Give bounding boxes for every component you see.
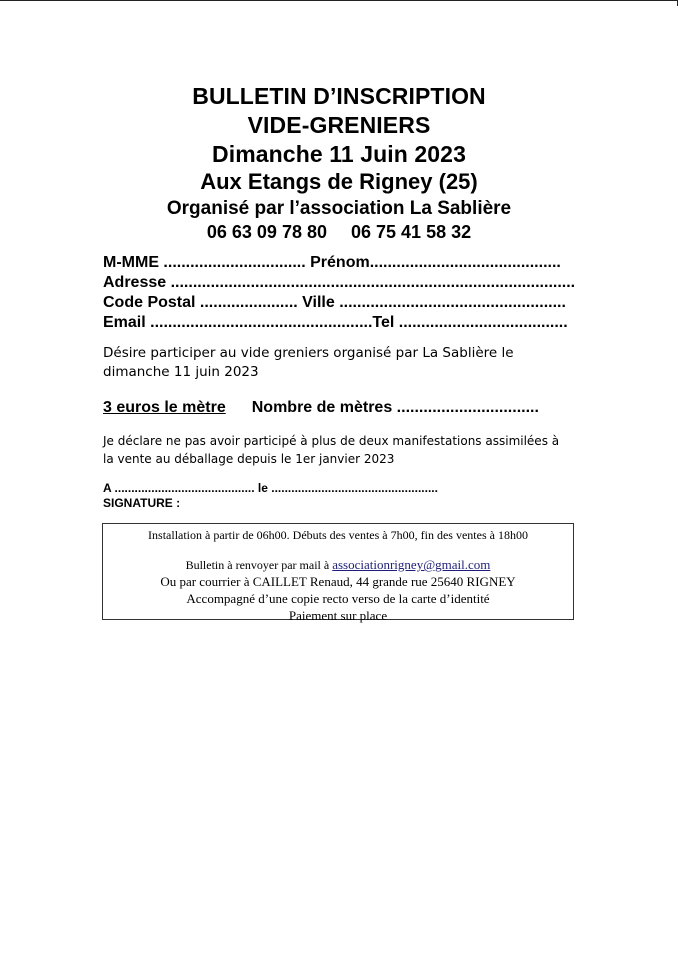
participation-statement: Désire participer au vide greniers organisé par La Sablière le dimanche 11 juin 2023 (103, 345, 514, 380)
phone-1: 06 63 09 78 80 (206, 222, 327, 242)
price-per-meter: 3 euros le mètre (103, 399, 226, 416)
event-date: Dimanche 11 Juin 2023 (212, 141, 466, 167)
id-card-line: Accompagné d’une copie recto verso de la carte d’identité (186, 591, 490, 606)
info-box (102, 523, 574, 623)
declaration-statement: Je déclare ne pas avoir participé à plus de deux manifestations assimilées à la vente au déballage depuis le 1er janvier 2023 (103, 434, 560, 466)
document-header (0, 82, 678, 243)
place-date-line: A .......................................... le .................................................. (103, 481, 438, 495)
send-prefix: Bulletin à renvoyer par mail à (185, 558, 333, 572)
signature-block (103, 481, 438, 511)
phone-2: 06 75 41 58 32 (351, 222, 472, 242)
schedule-info: Installation à partir de 06h00. Débuts des ventes à 7h00, fin des ventes à 18h00 (148, 528, 528, 542)
email-phone-line: Email ..................................................Tel ...................................... (103, 314, 568, 331)
payment-line: Paiement sur place (288, 608, 388, 623)
title-line-1: BULLETIN D’INSCRIPTION (192, 83, 486, 109)
registration-fields (103, 253, 575, 333)
title-line-2: VIDE-GRENIERS (247, 112, 431, 138)
pricing-line (103, 398, 539, 418)
postal-address-line: Ou par courrier à CAILLET Renaud, 44 grande rue 25640 RIGNEY (160, 574, 516, 589)
meters-count-line: Nombre de mètres ................................ (251, 399, 539, 416)
phone-numbers (0, 221, 678, 243)
address-line: Adresse ........................................................................................... (103, 274, 575, 291)
event-location: Aux Etangs de Rigney (25) (200, 169, 478, 194)
name-line: M-MME ................................ Prénom........................................... (103, 254, 561, 271)
postal-city-line: Code Postal ...................... Ville ................................................... (103, 294, 566, 311)
send-by-mail-line (103, 557, 573, 573)
signature-label: SIGNATURE : (103, 496, 181, 510)
contact-email-link[interactable]: associationrigney@gmail.com (332, 557, 491, 572)
organizer: Organisé par l’association La Sablière (166, 198, 512, 219)
page-top-border (0, 0, 678, 1)
